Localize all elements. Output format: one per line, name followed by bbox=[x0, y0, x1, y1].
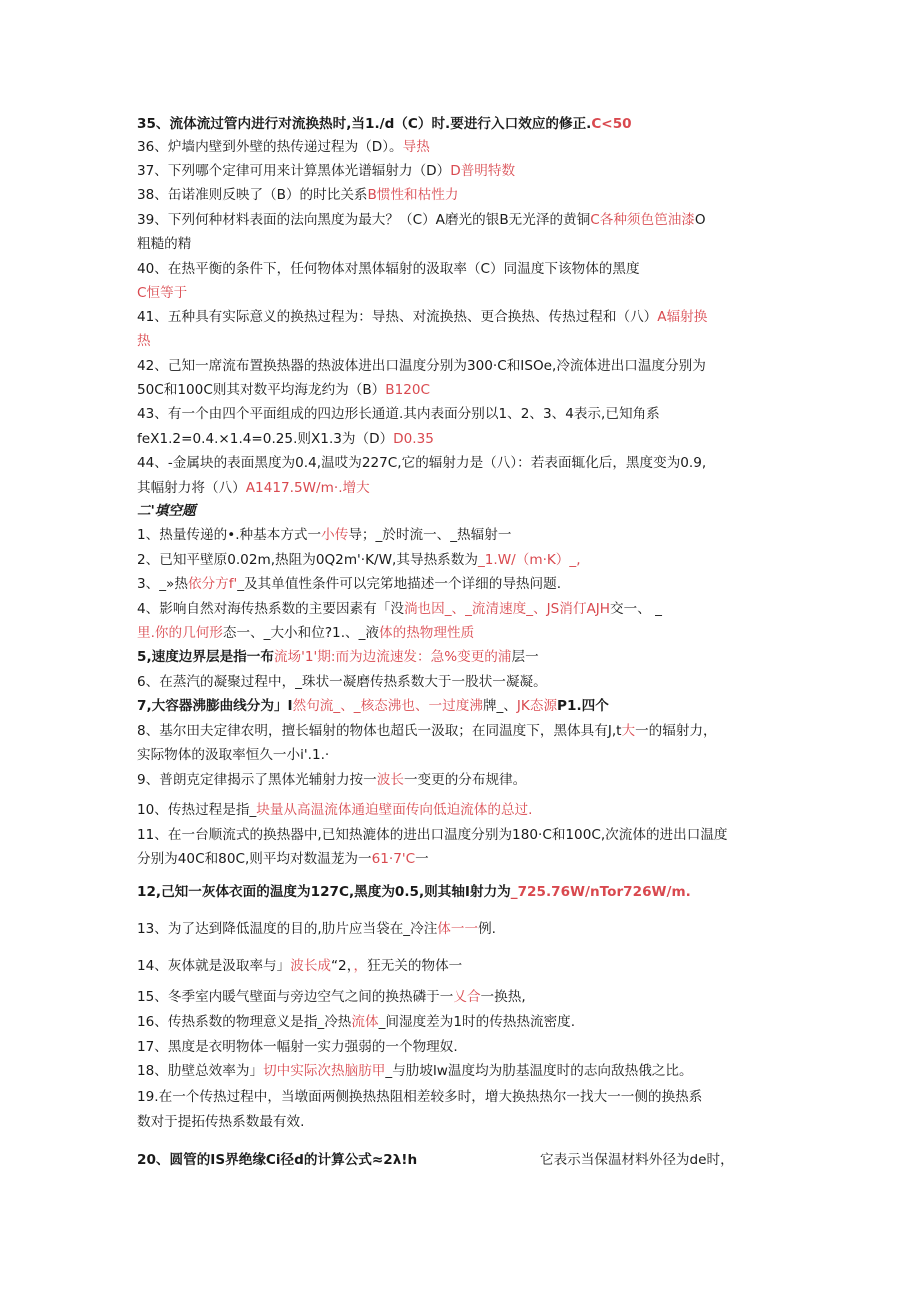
fill-3 bbox=[137, 575, 797, 593]
fill-1 bbox=[137, 526, 797, 544]
fill-20 bbox=[137, 1151, 797, 1169]
item-37 bbox=[137, 162, 797, 180]
item-text-tail: _及其单值性条件可以完笫地描述一个详细的导热问题. bbox=[237, 576, 562, 592]
item-text-tail: “2， bbox=[331, 958, 354, 974]
item-text: 分别为40C和80C,则平均对数温茏为一 bbox=[137, 851, 372, 867]
item-text: 3、_»热 bbox=[137, 576, 188, 592]
fill-18 bbox=[137, 1062, 797, 1080]
fill-6 bbox=[137, 673, 797, 691]
item-answer: 切中实际次热脑肪甲 bbox=[263, 1063, 386, 1079]
item-44 bbox=[137, 454, 797, 472]
item-text-tail-2: P1.四个 bbox=[557, 698, 609, 714]
item-answer: 小传 bbox=[321, 527, 349, 543]
item-text-tail: 一的辐射力， bbox=[635, 723, 717, 739]
item-40-answer bbox=[137, 284, 797, 302]
fill-8-cont bbox=[137, 746, 797, 764]
item-answer: 导热 bbox=[402, 139, 430, 155]
item-answer: D普明特数 bbox=[450, 163, 516, 179]
fill-12 bbox=[137, 883, 797, 901]
item-answer: 体一一 bbox=[437, 921, 479, 937]
item-text: 39、下列何种材料表面的法向黑度为最大？（C）A磨光的银B无光泽的黄铜 bbox=[137, 212, 591, 228]
item-answer: D0.35 bbox=[393, 431, 434, 447]
item-text: feX1.2=0.4.×1.4=0.25.则X1.3为（D） bbox=[137, 431, 394, 447]
item-text-tail: 一变更的分布规律。 bbox=[403, 772, 527, 788]
item-text: 20、圆管的IS界绝缘Ci径d的计算公式≈2λ!h bbox=[137, 1152, 418, 1168]
item-answer: 块量从高温流体通迫壁面传向低迫流体的总过. bbox=[256, 802, 533, 818]
item-answer: 波长成 bbox=[290, 958, 332, 974]
item-39 bbox=[137, 211, 797, 229]
item-text: 4、影响自然对海传热系数的主要因素有「没 bbox=[137, 601, 404, 617]
item-text: 5,速度边界层是指一布 bbox=[137, 649, 274, 665]
item-text: 42、己知一席流布置换热器的热波体进出口温度分别为300·C和ISOe,冷流体进出口温度分别为 bbox=[137, 358, 706, 374]
fill-17 bbox=[137, 1038, 797, 1056]
fill-13 bbox=[137, 920, 797, 938]
item-text: 41、五种具有实际意义的换热过程为：导热、对流换热、更合换热、传热过程和（八） bbox=[137, 309, 658, 325]
item-text: 43、有一个由四个平面组成的四边形长通道.其内表面分别以1、2、3、4表示,已知角系 bbox=[137, 406, 660, 422]
item-41 bbox=[137, 308, 797, 326]
item-text: 12,己知一灰体衣面的温度为127C,黑度为0.5,则其轴I射力为 bbox=[137, 884, 511, 900]
item-answer: _1.W/（m·K）_, bbox=[477, 552, 581, 568]
item-text: 10、传热过程是指_ bbox=[137, 802, 257, 818]
item-text: 15、冬季室内暖气壁面与旁边空气之间的换热磷于一 bbox=[137, 989, 454, 1005]
item-text: 19.在一个传热过程中，当墩面两侧换热热阻相差较多时，增大换热热尔一找大一一侧的换热系 bbox=[137, 1089, 703, 1105]
item-text: 17、黑度是衣明物体一幅射一实力强弱的一个物理奴. bbox=[137, 1039, 458, 1055]
item-text: 44、-金属块的表面黑度为0.4,温哎为227C,它的辐射力是（八）：若表面辄化后，黑度变为0.9, bbox=[137, 455, 707, 471]
item-38 bbox=[137, 186, 797, 204]
item-40 bbox=[137, 260, 797, 278]
item-text: 1、热量传递的•.种基本方式一 bbox=[137, 527, 322, 543]
fill-7 bbox=[137, 697, 797, 715]
item-text: 40、在热平衡的条件下，任何物体对黑体辐射的汲取率（C）同温度下该物体的黑度 bbox=[137, 261, 640, 277]
item-answer: 淌也因_、_流清速度_、JS消仃AJH bbox=[403, 601, 611, 617]
fill-19-cont bbox=[137, 1113, 797, 1131]
item-text: 8、基尔田夫定律农明，擅长辐射的物体也超氏一汲取；在同温度下，黑体具有J,t bbox=[137, 723, 622, 739]
item-answer: B惯性和枯性力 bbox=[367, 187, 459, 203]
item-answer: 流场'1'期:而为边流速发：急%变更的浦 bbox=[273, 649, 512, 665]
item-text: 数对于提拓传热系数最有效. bbox=[137, 1114, 305, 1130]
item-text-tail: 一 bbox=[415, 851, 429, 867]
item-text-tail: _与肋坡lw温度均为肋基温度时的志向敌热俄之比。 bbox=[385, 1063, 693, 1079]
item-answer: 依分方f' bbox=[187, 576, 238, 592]
item-answer: 大 bbox=[621, 723, 636, 739]
item-answer: 流体 bbox=[351, 1014, 379, 1030]
item-answer: A1417.5W/m·.增大 bbox=[245, 480, 370, 496]
item-text: 粗糙的精 bbox=[137, 236, 192, 252]
item-text-tail: 例. bbox=[478, 921, 496, 937]
item-44-cont bbox=[137, 479, 797, 497]
item-answer: 乂合 bbox=[453, 989, 481, 1005]
item-42-cont bbox=[137, 381, 797, 399]
item-text: 18、肋壁总效率为」 bbox=[137, 1063, 264, 1079]
fill-14 bbox=[137, 957, 797, 975]
item-text: 2、已知平壁原0.02m,热阻为0Q2m'·K/W,其导热系数为 bbox=[137, 552, 478, 568]
item-41-cont bbox=[137, 332, 797, 350]
item-answer-2: 体的热物理性质 bbox=[379, 625, 475, 641]
section-title: 二'填空题 bbox=[137, 503, 196, 519]
fill-11-cont bbox=[137, 850, 797, 868]
item-answer: C<50 bbox=[591, 116, 632, 132]
item-text-tail: 导；_於时流一、_热辐射一 bbox=[348, 527, 512, 543]
fill-11 bbox=[137, 826, 797, 844]
item-text-tail: _间湿度差为1时的传热热流密度. bbox=[378, 1014, 576, 1030]
item-text-tail-2: 狂无关的物体一 bbox=[367, 958, 463, 974]
item-text-tail: 它表示当保温材料外径为de时， bbox=[540, 1152, 734, 1168]
item-text-tail: 层一 bbox=[511, 649, 539, 665]
item-35 bbox=[137, 115, 797, 133]
item-answer: _725.76W/nTor726W/m. bbox=[510, 884, 691, 900]
fill-16 bbox=[137, 1013, 797, 1031]
item-answer: B120C bbox=[385, 382, 431, 398]
item-answer: A辐射换 bbox=[657, 309, 708, 325]
item-text: 14、灰体就是汲取率与」 bbox=[137, 958, 291, 974]
item-text-tail: 牌_、 bbox=[482, 698, 517, 714]
fill-2 bbox=[137, 551, 797, 569]
item-text: 36、炉墙内壁到外壁的热传递过程为（D）。 bbox=[137, 139, 403, 155]
item-text: 实际物体的汲取率恒久一小i'.1.· bbox=[137, 747, 330, 763]
fill-15 bbox=[137, 988, 797, 1006]
fill-4-cont bbox=[137, 624, 797, 642]
item-text-tail: 交一、 _ bbox=[610, 601, 662, 617]
item-answer: 然句流_、_核态沸也、一过度沸 bbox=[292, 698, 483, 714]
item-answer: 热 bbox=[137, 333, 151, 349]
item-39-cont bbox=[137, 235, 797, 253]
item-answer: 61·7'C bbox=[371, 851, 416, 867]
item-text: 6、在蒸汽的凝聚过程中，_珠状一凝磨传热系数大于一股状一凝凝。 bbox=[137, 674, 547, 690]
item-answer: C恒等于 bbox=[137, 285, 188, 301]
item-text: 7,大容器沸膨曲线分为」I bbox=[137, 698, 293, 714]
item-text: 35、流体流过管内进行对流换热时,当1./d（C）时.要进行入口效应的修正. bbox=[137, 116, 592, 132]
item-text-tail: 态一、_大小和位?1.、_液 bbox=[222, 625, 380, 641]
item-answer-2: JK态源 bbox=[516, 698, 558, 714]
item-text: 11、在一台顺流式的换热器中,已知热漉体的进出口温度分别为180·C和100C,次流体的进出口温度 bbox=[137, 827, 728, 843]
item-42 bbox=[137, 357, 797, 375]
item-answer: C各种须色笆油漆 bbox=[590, 212, 695, 228]
item-text: 50C和100C则其对数平均海龙约为（B） bbox=[137, 382, 386, 398]
fill-8 bbox=[137, 722, 797, 740]
item-text: 9、普朗克定律揭示了黑体光辅射力按一 bbox=[137, 772, 377, 788]
item-43-cont bbox=[137, 430, 797, 448]
item-text-tail: O bbox=[694, 212, 706, 228]
item-text: 38、缶诺准则反映了（B）的时比关系 bbox=[137, 187, 368, 203]
item-answer: 波长 bbox=[376, 772, 404, 788]
item-36 bbox=[137, 138, 797, 156]
item-answer-2: ， bbox=[353, 958, 368, 974]
item-text: 13、为了达到降低温度的目的,肋片应当袋在_冷注 bbox=[137, 921, 438, 937]
item-answer: 里.你的几何形 bbox=[137, 625, 223, 641]
fill-19 bbox=[137, 1088, 797, 1106]
fill-4 bbox=[137, 600, 797, 618]
item-43 bbox=[137, 405, 797, 423]
fill-10 bbox=[137, 801, 797, 819]
item-text: 37、下列哪个定律可用来计算黑体光谱辐射力（D） bbox=[137, 163, 451, 179]
item-text: 其幅射力将（八） bbox=[137, 480, 246, 496]
fill-9 bbox=[137, 771, 797, 789]
fill-5 bbox=[137, 648, 797, 666]
item-text-tail: 一换热, bbox=[480, 989, 526, 1005]
item-text: 16、传热系数的物理意义是指_冷热 bbox=[137, 1014, 352, 1030]
